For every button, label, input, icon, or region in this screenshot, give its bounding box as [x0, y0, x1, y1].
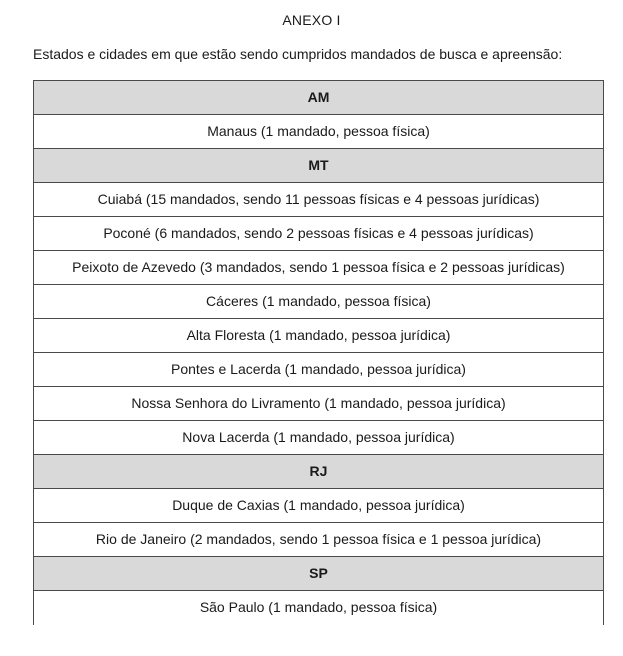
city-row-pocone: Poconé (6 mandados, sendo 2 pessoas físicas e 4 pessoas jurídicas)	[33, 217, 604, 251]
state-row-rj: RJ	[33, 455, 604, 489]
city-row-peixoto-de-azevedo: Peixoto de Azevedo (3 mandados, sendo 1 pessoa física e 2 pessoas jurídicas)	[33, 251, 604, 285]
city-row-sao-paulo: São Paulo (1 mandado, pessoa física)	[33, 591, 604, 625]
state-row-mt: MT	[33, 149, 604, 183]
states-cities-table	[33, 80, 604, 625]
city-row-pontes-e-lacerda: Pontes e Lacerda (1 mandado, pessoa jurídica)	[33, 353, 604, 387]
city-row-nossa-senhora-do-livramento: Nossa Senhora do Livramento (1 mandado, pessoa jurídica)	[33, 387, 604, 421]
document-title: ANEXO I	[282, 12, 341, 28]
city-row-rio-de-janeiro: Rio de Janeiro (2 mandados, sendo 1 pessoa física e 1 pessoa jurídica)	[33, 523, 604, 557]
city-row-alta-floresta: Alta Floresta (1 mandado, pessoa jurídica)	[33, 319, 604, 353]
city-row-caceres: Cáceres (1 mandado, pessoa física)	[33, 285, 604, 319]
city-row-nova-lacerda: Nova Lacerda (1 mandado, pessoa jurídica)	[33, 421, 604, 455]
intro-text: Estados e cidades em que estão sendo cumpridos mandados de busca e apreensão:	[33, 46, 563, 62]
city-row-cuiaba: Cuiabá (15 mandados, sendo 11 pessoas físicas e 4 pessoas jurídicas)	[33, 183, 604, 217]
state-row-sp: SP	[33, 557, 604, 591]
state-row-am: AM	[33, 81, 604, 115]
city-row-manaus: Manaus (1 mandado, pessoa física)	[33, 115, 604, 149]
city-row-duque-de-caxias: Duque de Caxias (1 mandado, pessoa jurídica)	[33, 489, 604, 523]
